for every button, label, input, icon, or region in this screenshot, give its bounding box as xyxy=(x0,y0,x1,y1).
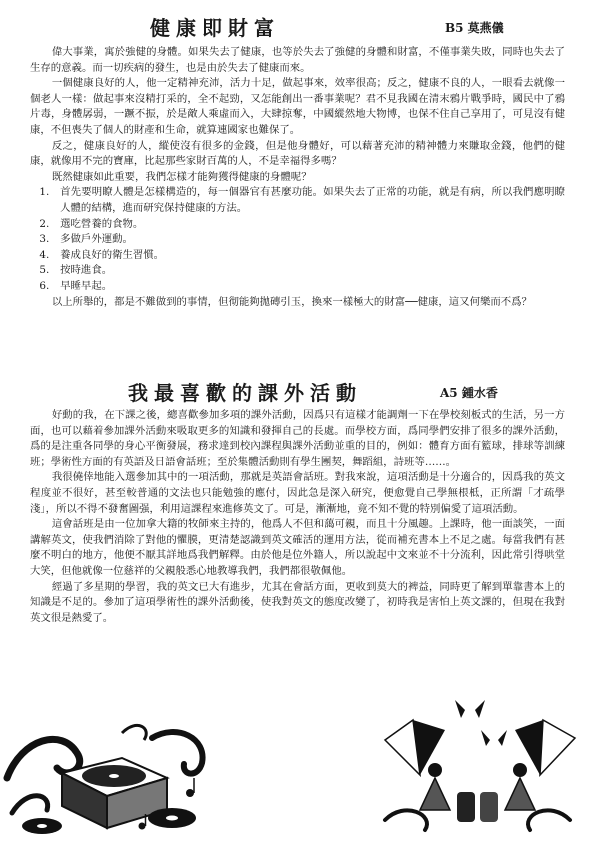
list-item: 1. 首先要明瞭人體是怎樣構造的，每一個器官有甚麼功能。如果失去了正常的功能，就是有病，所以我們應明瞭人體的結構，進而研究保持健康的方法。 xyxy=(39,186,565,214)
article1-header xyxy=(0,12,595,42)
article1-paragraph: 一個健康良好的人，他一定精神充沛，活力十足，做起事來，效率很高；反之，健康不良的人，一眼看去就像一個老人一樣：做起事來沒精打采的，全不起勁，又怎能創出一番事業呢？君不見我國在清末鴉片戰爭時，國民中了鴉片毒，身體孱弱，一蹶不振，於是敵人乘虛而入，大肆掠奪，中國縱然地大物博，也保不住自己享用了，可見沒有健康，不但喪失了個人的財產和生命，就算連國家也難保了。 xyxy=(30,77,565,136)
list-item: 4. 養成良好的衛生習慣。 xyxy=(39,248,165,261)
health-tips-list xyxy=(30,185,565,294)
article2-paragraph: 我很僥倖地能入選參加其中的一項活動，那就是英語會話班。對我來說，這項活動是十分適合的，因爲我的英文程度並不很好，甚至較普通的文法也只能勉強的應付，因此急是深入研究，便愈覺自己學無根柢，正所謂「才疏學淺」，所以不得不發奮圖强，利用這課程來進修英文了。可是，漸漸地，竟不知不覺的特別偏愛了這項活動。 xyxy=(30,471,565,515)
article2-paragraph: 好動的我，在下課之後，總喜歡參加多項的課外活動，因爲只有這樣才能調劑一下在學校刻板式的生活，另一方面，也可以藉着參加課外活動來吸取更多的知識和發揮自己的長處。而學校方面，爲同學們安排了很多的課外活動，爲的是注重各同學的身心平衡發展，務求達到校內課程與課外活動並重的目的，例如：體育方面有籃球，排球等訓練班；學術性方面的有英語及日語會話班；至於集體活動則有學生團契，舞蹈組，詩班等……。 xyxy=(30,409,565,468)
article2-header xyxy=(0,377,595,407)
article1-paragraph: 既然健康如此重要，我們怎樣才能夠獲得健康的身體呢？ xyxy=(51,170,312,183)
article2-paragraph: 這會話班是由一位加拿大籍的牧師來主持的，他爲人不但和藹可親，而且十分風趣。上課時，他一面談笑，一面講解英文，使我們消除了對他的懼膜，更清楚認識到英文確活的運用方法，從而補充書本上不足之處。每當我們有甚麼不明白的地方，他便不厭其詳地爲我們解釋。由於他是位外籍人，所以說起中文來並不十分流利，因此常引得哄堂大笑，但他就像一位慈祥的父親般悉心地教導我們，我們都很敬佩他。 xyxy=(30,518,565,577)
article1-closing: 以上所舉的，都是不難做到的事情，但彻能夠拋磚引玉，換來一樣極大的財富──健康，這又何樂而不爲？ xyxy=(51,295,532,308)
list-item: 5. 按時進食。 xyxy=(39,264,113,277)
article1-paragraph: 反之，健康良好的人，縱使沒有很多的金錢，但是他身體好，可以藉著充沛的精神體力來賺取金錢，他們的健康，就像用不完的寶庫，比起那些家財百萬的人，不是幸福得多嗎？ xyxy=(30,139,565,168)
article1-byline: B5 莫燕儀 xyxy=(445,21,504,35)
article1-title: 健康即財富 xyxy=(150,16,280,40)
list-item: 3. 多做戶外運動。 xyxy=(39,233,133,246)
dancers-with-fans-and-butterflies-illustration xyxy=(365,700,590,838)
list-item: 2. 選吃營養的食物。 xyxy=(39,217,144,230)
article2-byline: A5 鍾水香 xyxy=(440,386,498,400)
gramophone-and-records-illustration xyxy=(2,718,217,838)
list-item: 6. 早睡早起。 xyxy=(39,279,113,292)
article2-title: 我最喜歡的課外活動 xyxy=(128,381,362,405)
article2-paragraph: 經過了多星期的學習，我的英文已大有進步，尤其在會話方面，更收到莫大的裨益，同時更了解到單靠書本上的知識是不足的。參加了這項學術性的課外活動後，使我對英文的態度改變了，初時我是害怕上英文課的，但現在我對英文很是熱愛了。 xyxy=(30,580,565,624)
article2-body xyxy=(30,408,565,626)
article1-body xyxy=(30,45,565,310)
article1-paragraph: 偉大事業，寓於強健的身體。如果失去了健康，也等於失去了強健的身體和財富，不僅事業失敗，同時也失去了生存的意義。而一切疾病的發生，也是由於失去了健康而來。 xyxy=(30,46,565,74)
